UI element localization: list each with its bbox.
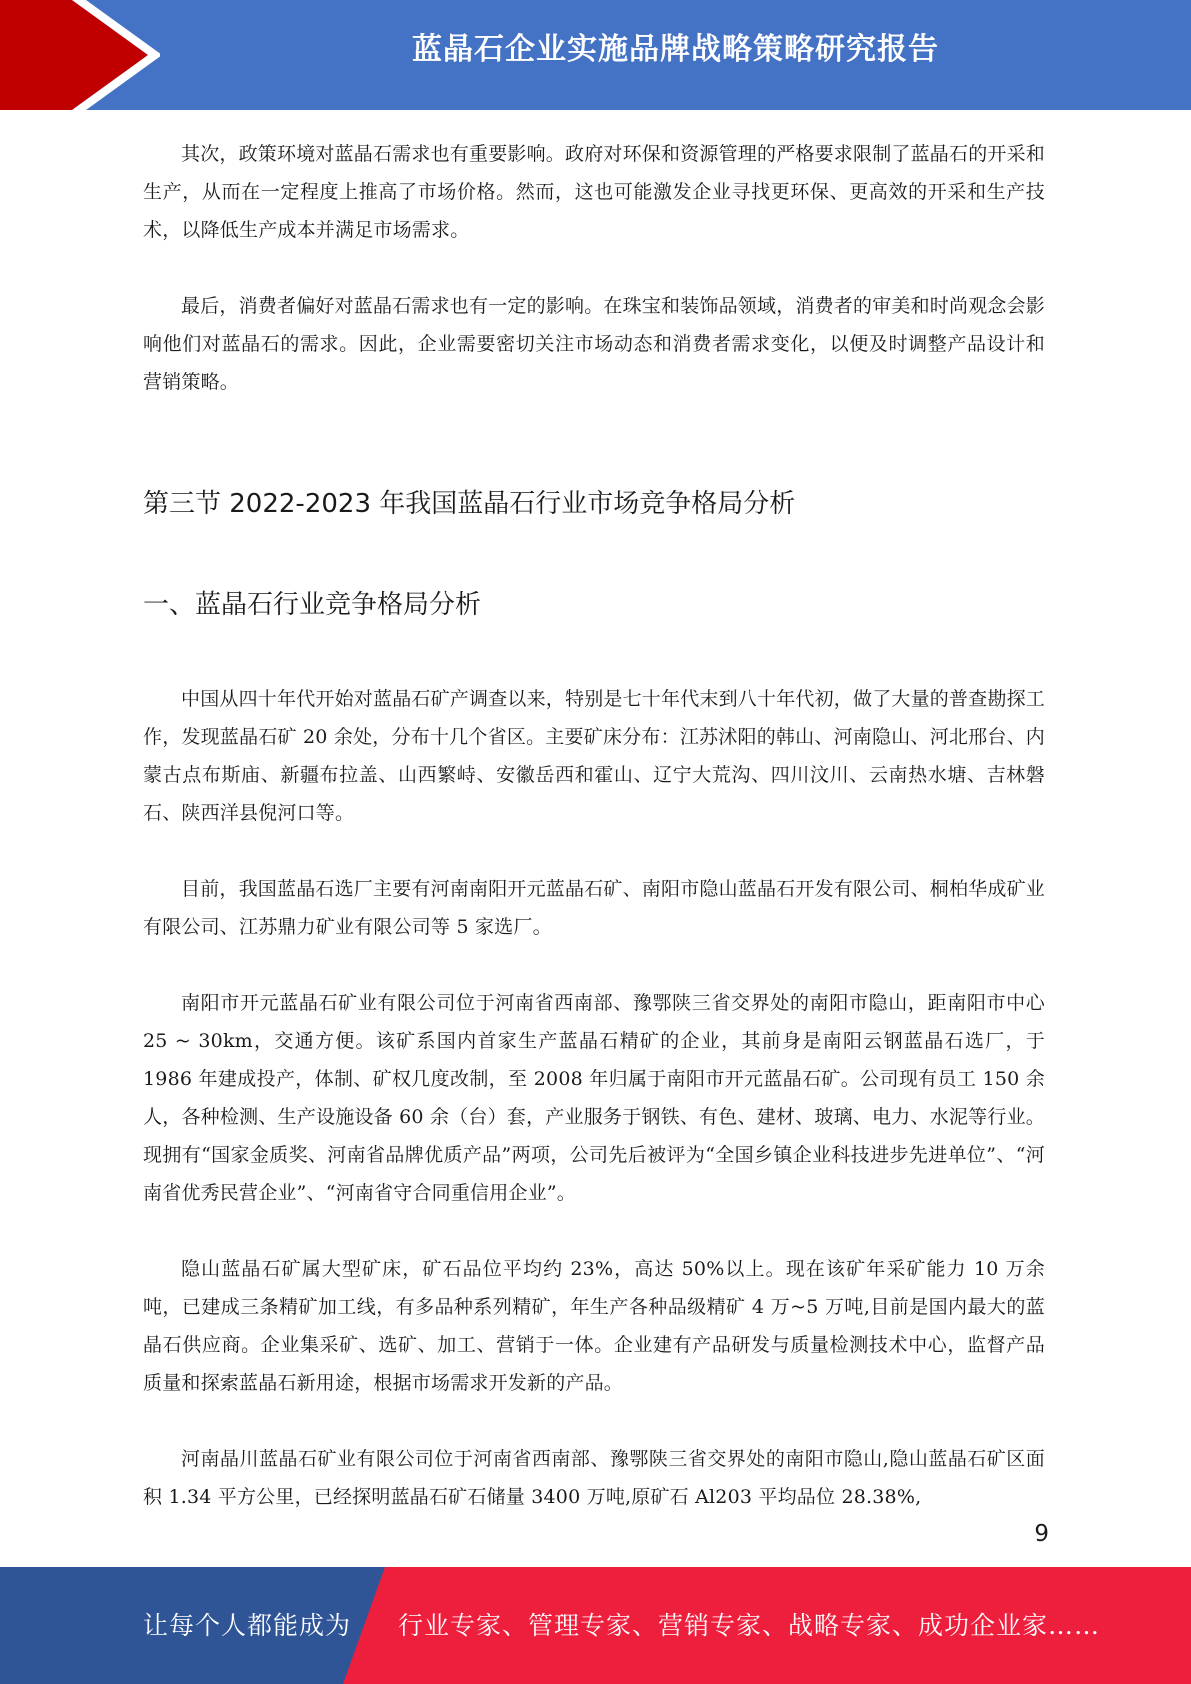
footer-slogan-left: 让每个人都能成为 xyxy=(143,1611,352,1640)
header-chevron-icon xyxy=(0,0,160,110)
paragraph: 其次，政策环境对蓝晶石需求也有重要影响。政府对环保和资源管理的严格要求限制了蓝晶石的开采和生产，从而在一定程度上推高了市场价格。然而，这也可能激发企业寻找更环保、更高效的开采和生产技术，以降低生产成本并满足市场需求。 xyxy=(143,143,1046,241)
report-title: 蓝晶石企业实施品牌战略策略研究报告 xyxy=(412,32,939,67)
paragraph: 河南晶川蓝晶石矿业有限公司位于河南省西南部、豫鄂陕三省交界处的南阳市隐山,隐山蓝晶石矿区面积 1.34 平方公里，已经探明蓝晶石矿石储量 3400 万吨,原矿石 Al203 平均品位 28.38%, xyxy=(143,1448,1045,1508)
paragraph: 隐山蓝晶石矿属大型矿床，矿石品位平均约 23%，高达 50%以上。现在该矿年采矿能力 10 万余吨，已建成三条精矿加工线，有多品种系列精矿，年生产各种品级精矿 4 万~5 万吨,目前是国内最大的蓝晶石供应商。企业集采矿、选矿、加工、营销于一体。企业建有产品研发与质量检测技术中心，监督产品质量和探索蓝晶石新用途，根据市场需求开发新的产品。 xyxy=(143,1258,1045,1394)
paragraph: 目前，我国蓝晶石选厂主要有河南南阳开元蓝晶石矿、南阳市隐山蓝晶石开发有限公司、桐柏华成矿业有限公司、江苏鼎力矿业有限公司等 5 家选厂。 xyxy=(143,878,1046,938)
paragraph: 中国从四十年代开始对蓝晶石矿产调查以来，特别是七十年代末到八十年代初，做了大量的普查勘探工作，发现蓝晶石矿 20 余处，分布十几个省区。主要矿床分布：江苏沭阳的韩山、河南隐山、河北邢台、内蒙古点布斯庙、新疆布拉盖、山西繁峙、安徽岳西和霍山、辽宁大荒沟、四川汶川、云南热水塘、吉林磐石、陕西洋县倪河口等。 xyxy=(143,688,1046,824)
paragraph: 最后，消费者偏好对蓝晶石需求也有一定的影响。在珠宝和装饰品领域，消费者的审美和时尚观念会影响他们对蓝晶石的需求。因此，企业需要密切关注市场动态和消费者需求变化，以便及时调整产品设计和营销策略。 xyxy=(143,295,1046,393)
page-number: 9 xyxy=(1034,1521,1049,1547)
section-heading: 第三节 2022-2023 年我国蓝晶石行业市场竞争格局分析 xyxy=(143,489,796,519)
footer-slogan-right: 行业专家、管理专家、营销专家、战略专家、成功企业家…… xyxy=(398,1611,1101,1640)
page-footer xyxy=(0,1567,1191,1684)
page-header xyxy=(0,0,1191,110)
paragraph: 南阳市开元蓝晶石矿业有限公司位于河南省西南部、豫鄂陕三省交界处的南阳市隐山，距南阳市中心 25 ~ 30km，交通方便。该矿系国内首家生产蓝晶石精矿的企业，其前身是南阳云钢蓝晶石选厂，于 1986 年建成投产，体制、矿权几度改制，至 2008 年归属于南阳市开元蓝晶石矿。公司现有员工 150 余人，各种检测、生产设施设备 60 余（台）套，产业服务于钢铁、有色、建材、玻璃、电力、水泥等行业。现拥有“国家金质奖、河南省品牌优质产品”两项，公司先后被评为“全国乡镇企业科技进步先进单位”、“河南省优秀民营企业”、“河南省守合同重信用企业”。 xyxy=(143,992,1045,1204)
subsection-heading: 一、蓝晶石行业竞争格局分析 xyxy=(143,590,482,620)
